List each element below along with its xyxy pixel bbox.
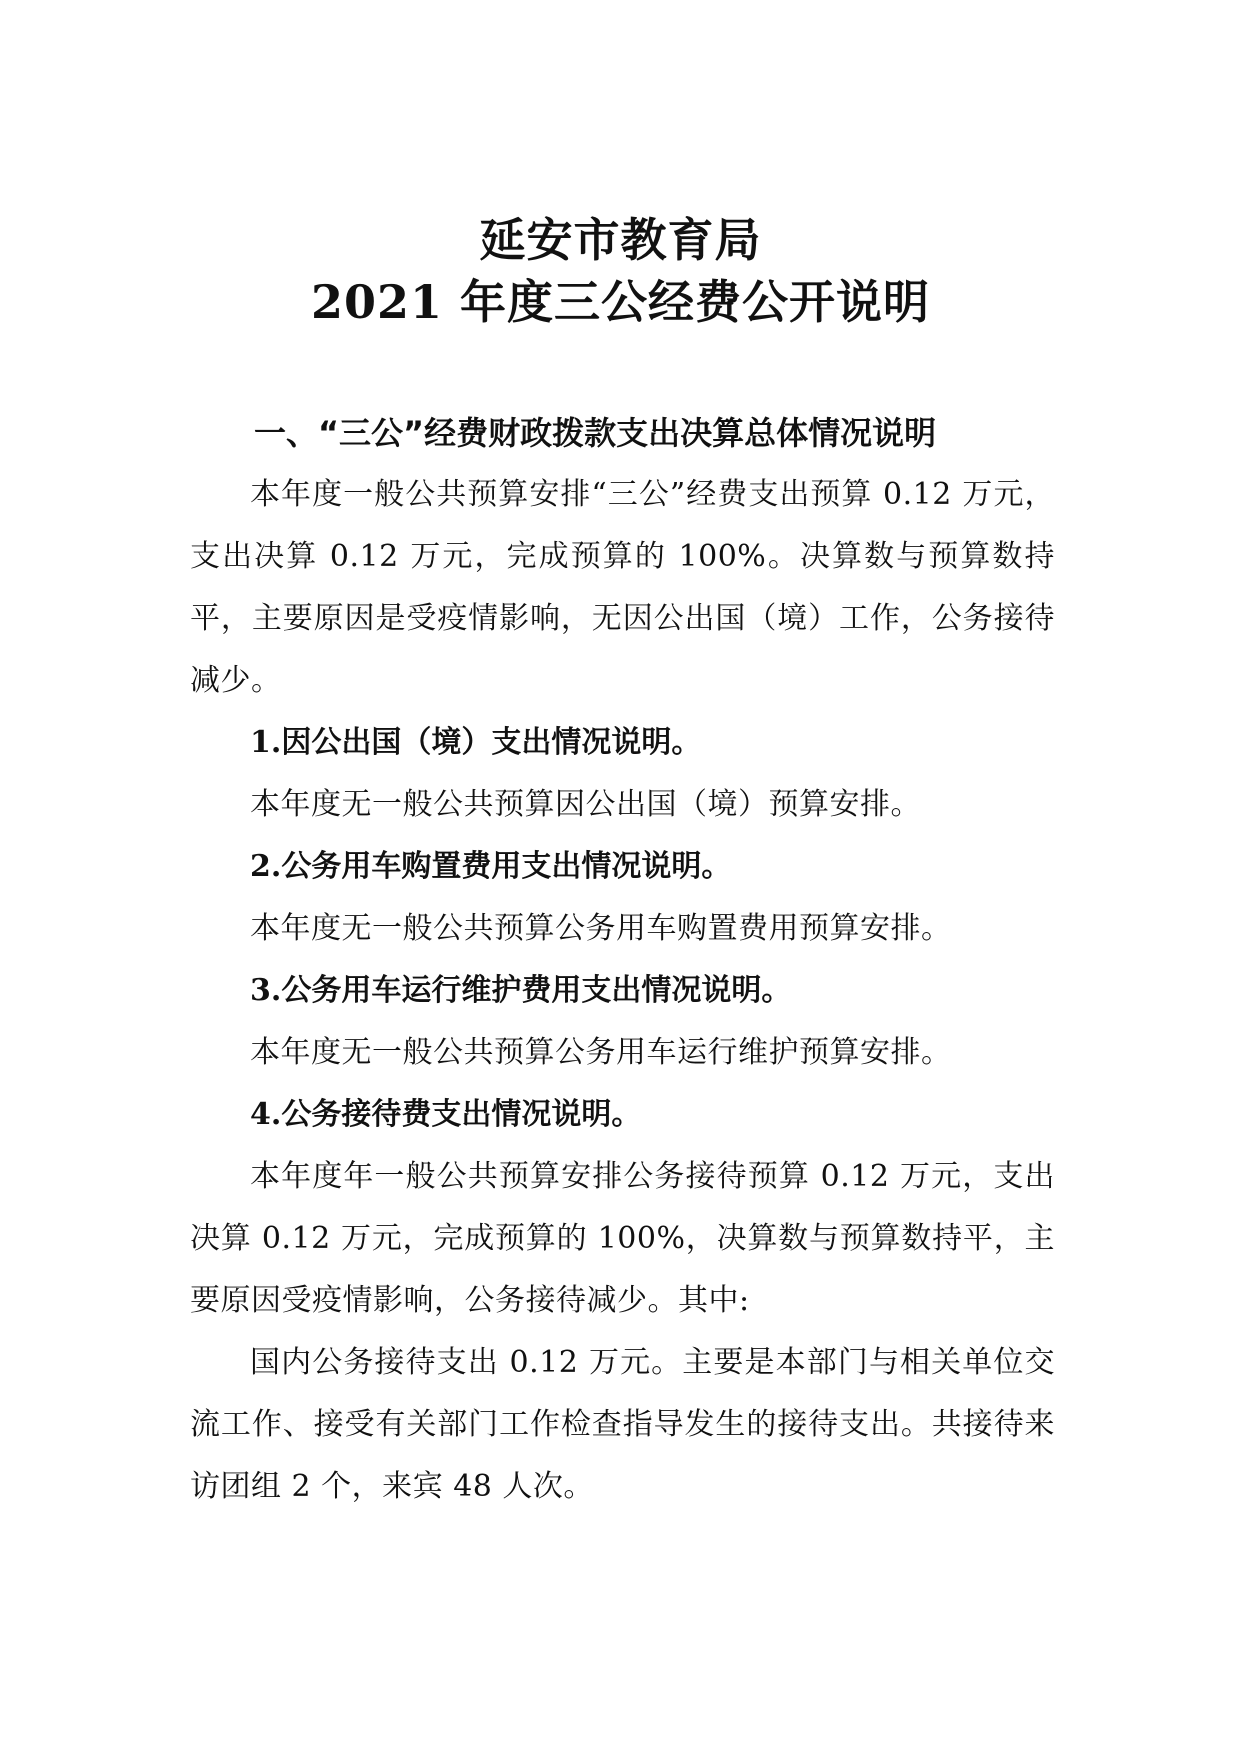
item-heading-vehicle-purchase: 2.公务用车购置费用支出情况说明。: [250, 849, 732, 884]
item-heading-travel-abroad: 1.因公出国（境）支出情况说明。: [250, 725, 702, 760]
item-text-reception: 本年度年一般公共预算安排公务接待预算 0.12 万元，支出决算 0.12 万元，完成预算的 100%，决算数与预算数持平，主要原因受疫情影响，公务接待减少。其中:: [190, 1159, 1055, 1318]
item-text-vehicle-purchase: 本年度无一般公共预算公务用车购置费用预算安排。: [250, 911, 952, 946]
item-text-travel-abroad: 本年度无一般公共预算因公出国（境）预算安排。: [250, 787, 921, 822]
item-heading-reception: 4.公务接待费支出情况说明。: [250, 1097, 642, 1132]
item-detail-reception: 国内公务接待支出 0.12 万元。主要是本部门与相关单位交流工作、接受有关部门工作检查指导发生的接待支出。共接待来访团组 2 个，来宾 48 人次。: [190, 1345, 1055, 1504]
document-title-line2: 2021 年度三公经费公开说明: [310, 275, 931, 329]
section-heading: 一、“三公”经费财政拨款支出决算总体情况说明: [254, 414, 937, 452]
item-heading-vehicle-maintenance: 3.公务用车运行维护费用支出情况说明。: [250, 973, 792, 1008]
document-title-line1: 延安市教育局: [479, 213, 762, 267]
document-body: [190, 402, 1055, 1518]
item-text-vehicle-maintenance: 本年度无一般公共预算公务用车运行维护预算安排。: [250, 1035, 952, 1070]
section-summary-paragraph: 本年度一般公共预算安排“三公”经费支出预算 0.12 万元，支出决算 0.12 万元，完成预算的 100%。决算数与预算数持平，主要原因是受疫情影响，无因公出国（境）工作，公务接待减少。: [190, 477, 1055, 698]
